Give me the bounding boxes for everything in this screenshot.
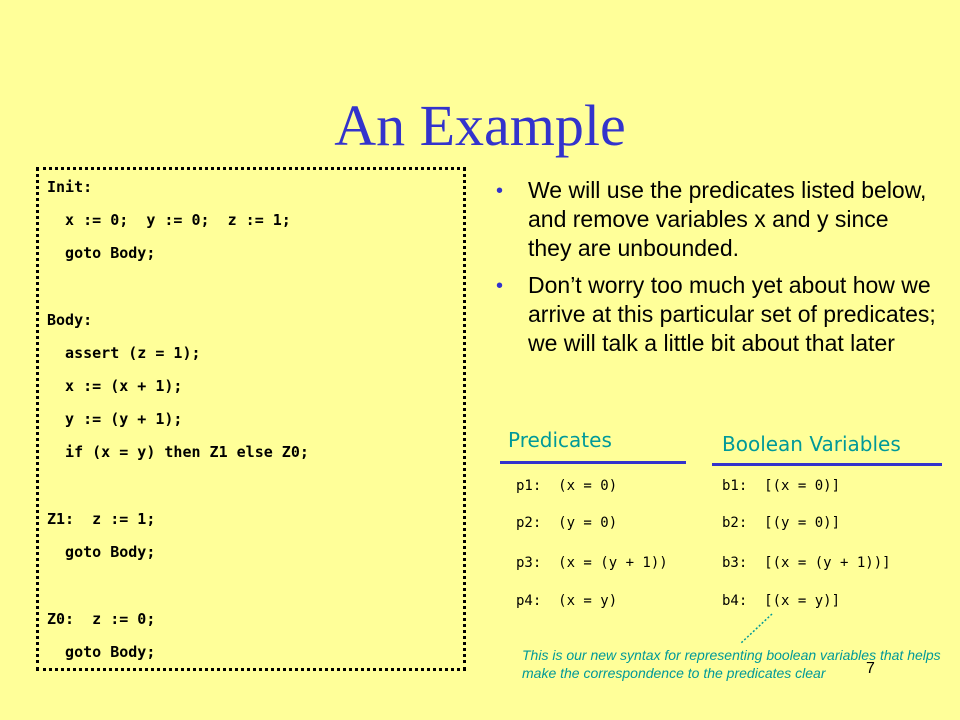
bullet-dot-icon: • xyxy=(496,275,504,297)
boolean-variable-item: b2: [(y = 0)] xyxy=(722,515,841,531)
boolean-variables-header: Boolean Variables xyxy=(722,432,901,456)
code-line: goto Body; xyxy=(47,643,156,661)
code-line: Body: xyxy=(47,311,93,329)
predicate-item: p3: (x = (y + 1)) xyxy=(516,555,668,571)
boolean-variable-item: b4: [(x = y)] xyxy=(722,593,841,609)
page-number: 7 xyxy=(866,660,875,677)
code-line: assert (z = 1); xyxy=(47,344,201,362)
boolean-variable-item: b3: [(x = (y + 1))] xyxy=(722,555,891,571)
boolean-variable-item: b1: [(x = 0)] xyxy=(722,478,841,494)
slide-title: An Example xyxy=(334,93,626,158)
code-line: x := 0; y := 0; z := 1; xyxy=(47,211,291,229)
code-line: Z1: z := 1; xyxy=(47,510,156,528)
bullet-dot-icon: • xyxy=(496,180,504,202)
code-line: Init: xyxy=(47,178,93,196)
code-line: if (x = y) then Z1 else Z0; xyxy=(47,443,309,461)
code-line: goto Body; xyxy=(47,543,156,561)
bullet-text: We will use the predicates listed below, and remove variables x and y since they are unbounded. xyxy=(528,177,927,261)
predicate-item: p2: (y = 0) xyxy=(516,515,618,531)
predicate-item: p4: (x = y) xyxy=(516,593,618,609)
code-line: y := (y + 1); xyxy=(47,410,183,428)
syntax-note: This is our new syntax for representing boolean variables that helps make the correspondence to the predicates clear xyxy=(522,647,941,681)
code-line: Z0: z := 0; xyxy=(47,610,156,628)
bullet-text: Don’t worry too much yet about how we arrive at this particular set of predicates; we will talk a little bit about that later xyxy=(528,272,936,356)
code-line: x := (x + 1); xyxy=(47,377,183,395)
code-line: goto Body; xyxy=(47,244,156,262)
predicate-item: p1: (x = 0) xyxy=(516,478,618,494)
predicates-header: Predicates xyxy=(508,428,612,452)
